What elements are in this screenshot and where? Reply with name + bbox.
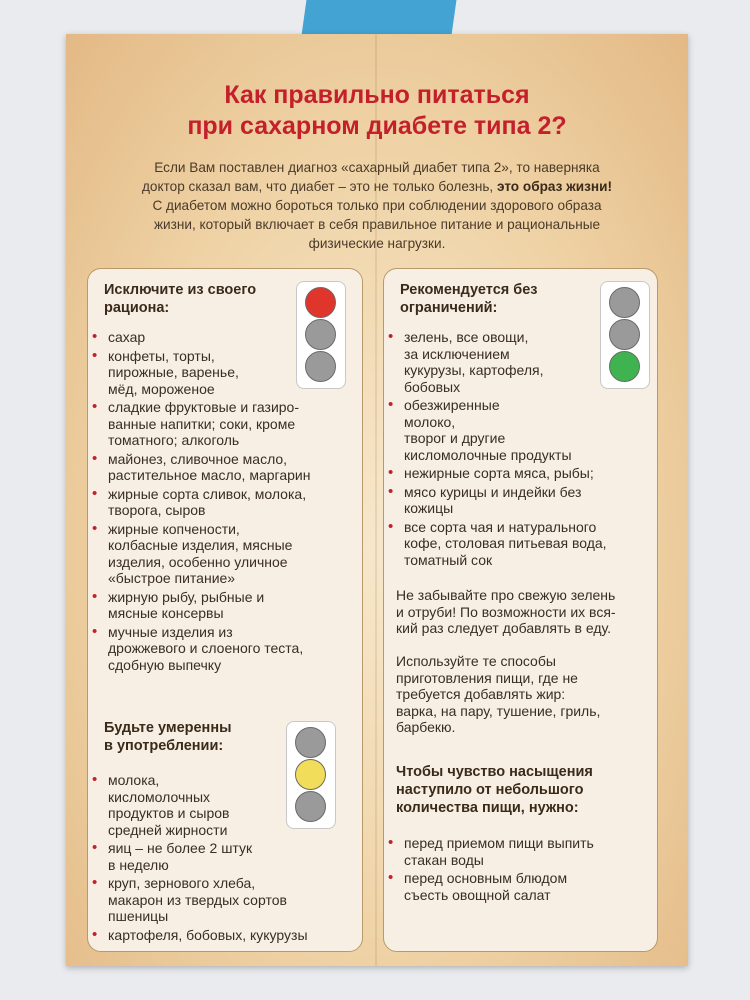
moderate-list — [88, 772, 360, 943]
list-item: • майонез, сливочное масло, растительное масло, маргарин — [88, 451, 360, 484]
tip-greens: Не забывайте про свежую зелень и отруби! По возможности их вся- кий раз следует добавлять в еду. — [396, 587, 616, 636]
list-item: • перед приемом пищи выпить стакан воды — [384, 835, 655, 868]
list-item: • нежирные сорта мяса, рыбы; — [384, 465, 655, 482]
list-item: • молока, кисломолочных продуктов и сыров средней жирности — [88, 772, 360, 838]
right-panel — [383, 268, 658, 952]
list-item: • обезжиренные молоко, творог и другие кисломолочные продукты — [384, 397, 655, 463]
list-item: • жирную рыбу, рыбные и мясные консервы — [88, 589, 360, 622]
intro-emphasis: это образ жизни! — [497, 179, 612, 194]
list-item: • круп, зернового хлеба, макарон из твердых сортов пшеницы — [88, 875, 360, 925]
list-item: • жирные копчености, колбасные изделия, мясные изделия, особенно уличное «быстрое питание» — [88, 521, 360, 587]
list-item: • сладкие фруктовые и газиро- ванные напитки; соки, кроме томатного; алкоголь — [88, 399, 360, 449]
moderate-heading: Будьте умеренны в употреблении: — [104, 720, 232, 754]
list-item: • яиц – не более 2 штук в неделю — [88, 840, 360, 873]
unlimited-heading: Рекомендуется без ограничений: — [400, 282, 538, 316]
left-panel — [87, 268, 363, 952]
list-item: • мясо курицы и индейки без кожицы — [384, 484, 655, 517]
exclude-list — [88, 329, 360, 673]
list-item: • жирные сорта сливок, молока, творога, сыров — [88, 486, 360, 519]
list-item: • сахар — [88, 329, 360, 346]
lamp — [609, 287, 640, 318]
exclude-heading: Исключите из своего рациона: — [104, 282, 257, 316]
list-item: • все сорта чая и натурального кофе, столовая питьевая вода, томатный сок — [384, 519, 655, 569]
lamp — [305, 287, 336, 318]
satiety-heading: Чтобы чувство насыщения наступило от небольшого количества пищи, нужно: — [396, 764, 593, 816]
list-item: • перед основным блюдом съесть овощной салат — [384, 870, 655, 903]
satiety-list — [384, 835, 655, 903]
lamp — [295, 727, 326, 758]
unlimited-list — [384, 329, 655, 568]
tip-cooking: Используйте те способы приготовления пищи, где не требуется добавлять жир: варка, на пару, тушение, гриль, барбекю. — [396, 653, 601, 735]
poster-fold — [375, 34, 377, 966]
poster — [66, 34, 688, 966]
list-item: • картофеля, бобовых, кукурузы — [88, 927, 360, 944]
list-item: • зелень, все овощи, за исключением кукурузы, картофеля, бобовых — [384, 329, 655, 395]
intro-text: Если Вам поставлен диагноз «сахарный диабет типа 2», то наверняка доктор сказал вам, что диабет – это не только болезнь, это образ жизни! С диабетом можно бороться только при соблюдении здорового образа жизни, который включает в себя правильное питание и рациональные физические нагрузки. — [141, 160, 612, 251]
page-title: Как правильно питаться при сахарном диабете типа 2? — [187, 81, 567, 140]
list-item: • конфеты, торты, пирожные, варенье, мёд, мороженое — [88, 348, 360, 398]
list-item: • мучные изделия из дрожжевого и слоеного теста, сдобную выпечку — [88, 624, 360, 674]
